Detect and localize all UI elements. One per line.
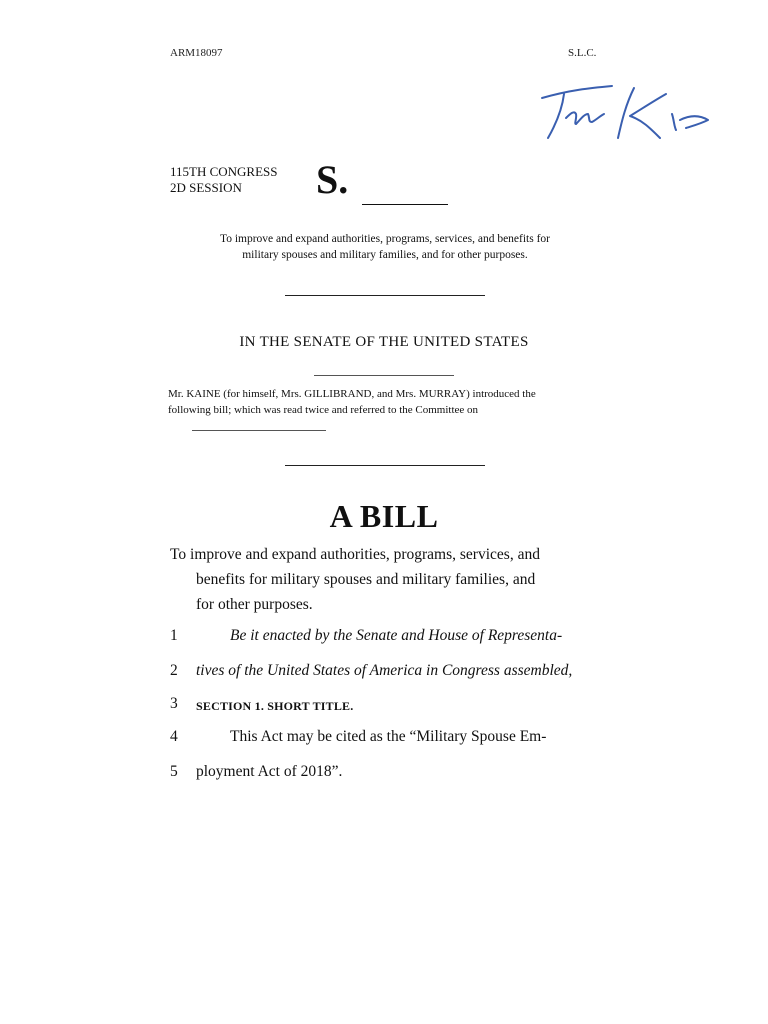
short-purpose [150, 231, 620, 263]
short-title-line-2: ployment Act of 2018”. [196, 763, 343, 780]
introduction-text [168, 386, 604, 418]
long-purpose-line-1: To improve and expand authorities, programs, services, and [170, 546, 540, 563]
introduction-line-2: following bill; which was read twice and referred to the Committee on [168, 404, 479, 416]
line-number: 4 [170, 728, 178, 745]
long-purpose [170, 542, 602, 617]
bill-title: A BILL [329, 498, 439, 534]
senate-heading: IN THE SENATE OF THE UNITED STATES [239, 334, 529, 350]
line-number: 1 [170, 627, 178, 644]
signature-image [530, 80, 730, 150]
long-purpose-line-2: benefits for military spouses and military families, and [196, 571, 536, 588]
bill-number-blank [362, 204, 448, 205]
divider-rule-1 [285, 295, 485, 296]
line-number: 3 [170, 695, 178, 712]
session-line: 2D SESSION [170, 180, 242, 195]
bill-prefix: S. [316, 157, 349, 202]
divider-rule-2 [285, 465, 485, 466]
section-heading: SECTION 1. SHORT TITLE. [196, 699, 354, 713]
enacting-clause-line-1: Be it enacted by the Senate and House of Representa- [230, 627, 563, 644]
short-purpose-line-1: To improve and expand authorities, programs, services, and benefits for [219, 233, 551, 245]
congress-line: 115TH CONGRESS [170, 164, 278, 179]
divider-rule-thin [314, 375, 454, 376]
short-purpose-line-2: military spouses and military families, and for other purposes. [242, 249, 528, 261]
enacting-clause-line-2: tives of the United States of America in Congress assembled, [196, 662, 573, 679]
congress-caption [170, 164, 278, 196]
line-number: 5 [170, 763, 178, 780]
introduction-line-1: Mr. KAINE (for himself, Mrs. GILLIBRAND, and Mrs. MURRAY) introduced the [168, 388, 536, 400]
line-number: 2 [170, 662, 178, 679]
slc-label: S.L.C. [568, 47, 597, 59]
document-id: ARM18097 [170, 47, 223, 59]
short-title-line-1: This Act may be cited as the “Military Spouse Em- [230, 728, 547, 745]
long-purpose-line-3: for other purposes. [196, 596, 313, 613]
committee-blank [192, 430, 326, 431]
